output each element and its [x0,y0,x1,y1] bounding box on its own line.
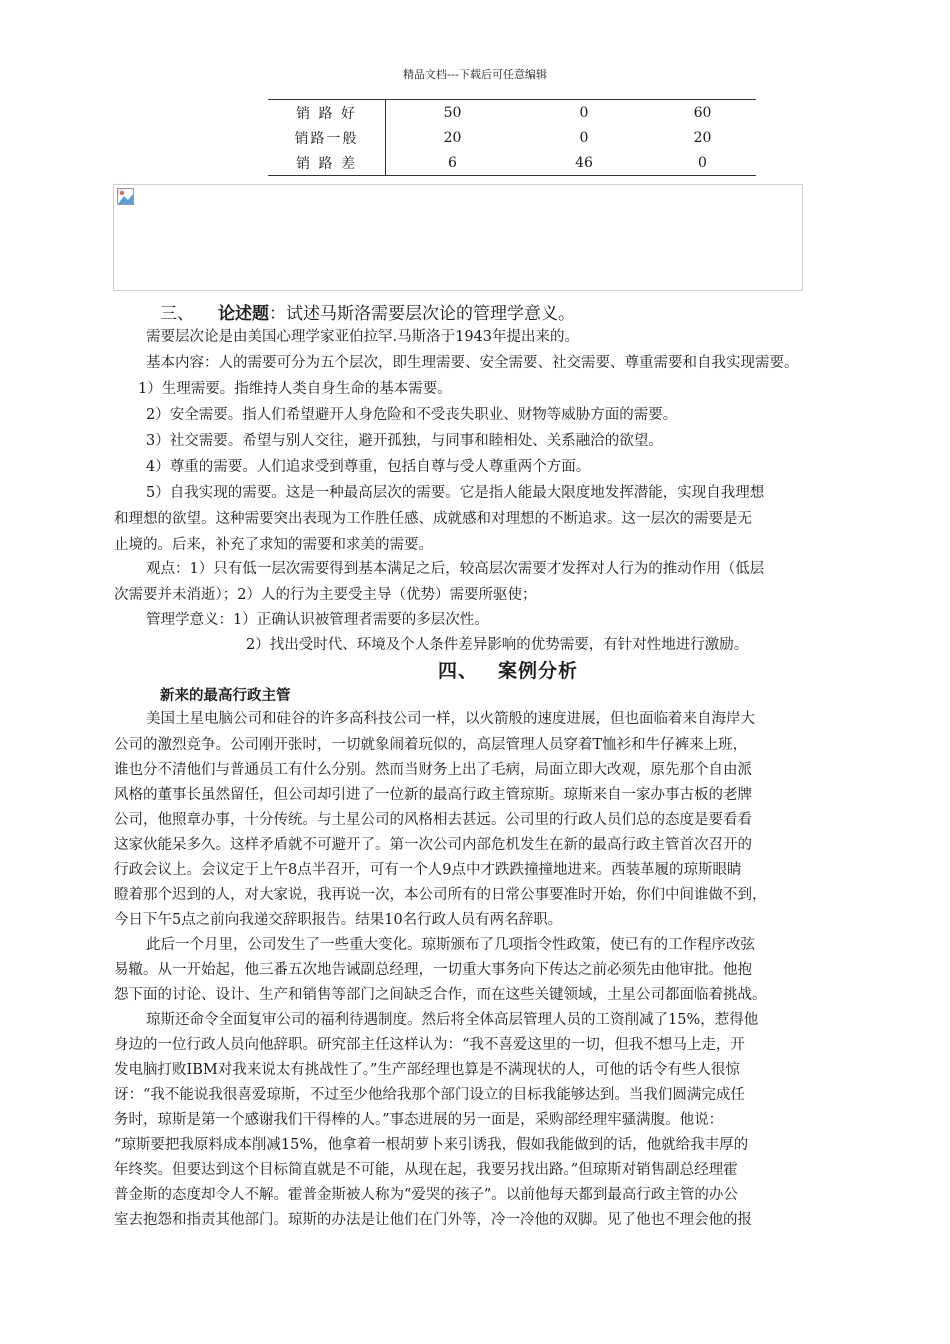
table-row [268,100,756,126]
case-subtitle: 新来的最高行政主管 [160,688,291,704]
paragraph-line: 公司的激烈竞争。公司刚开张时，一切就象闹着玩似的，高层管理人员穿着T恤衫和牛仔裤来上班， [114,737,748,753]
table-cell: 20 [693,129,712,146]
paragraph-line: 美国土星电脑公司和硅谷的许多高科技公司一样，以火箭般的速度进展，但也面临着来自海岸大 [146,711,755,727]
paragraph-line: 这家伙能呆多久。这样矛盾就不可避开了。第一次公司内部危机发生在新的最高行政主管首次召开的 [114,837,752,853]
paragraph-line: 4）尊重的需要。人们追求受到尊重，包括自尊与受人尊重两个方面。 [146,459,591,475]
paragraph-line: 止境的。后来，补充了求知的需要和求美的需要。 [114,537,433,553]
paragraph-line: 室去抱怨和指责其他部门。琼斯的办法是让他们在门外等，冷一冷他的双脚。见了他也不理会他的报 [114,1212,752,1228]
paragraph-line: 风格的董事长虽然留任，但公司却引进了一位新的最高行政主管琼斯。琼斯来自一家办事古板的老牌 [114,787,752,803]
section-heading: 案例分析 [498,660,579,682]
paragraph-line: 观点：1）只有低一层次需要得到基本满足之后，较高层次需要才发挥对人行为的推动作用（低层 [146,561,765,577]
row-label: 销 路 好 [268,100,386,126]
table-cell: 0 [579,129,589,146]
paragraph-line: 需要层次论是由美国心理学家亚伯拉罕.马斯洛于1943年提出来的。 [146,329,580,345]
sales-table [268,99,756,176]
paragraph-line: 怨下面的讨论、设计、生产和销售等部门之间缺乏合作，而在这些关键领域，土星公司都面临着挑战。 [114,987,767,1003]
paragraph-line: 2）找出受时代、环境及个人条件差异影响的优势需要，有针对性地进行激励。 [246,637,749,653]
paragraph-line: 次需要并未消逝）；2）人的行为主要受主导（优势）需要所驱使； [114,587,537,603]
table-cell: 20 [443,129,462,146]
table-row [268,125,756,150]
section-heading-rest: ：试述马斯洛需要层次论的管理学意义。 [269,304,575,324]
table-cell: 6 [386,150,520,176]
paragraph-line: 琼斯还命令全面复审公司的福利待遇制度。然后将全体高层管理人员的工资削减了15%，惹得他 [146,1012,759,1028]
row-label: 销 路 差 [268,150,386,176]
paragraph-line: 发电脑打败IBM对我来说太有挑战性了。”生产部经理也算是不满现状的人，可他的话令有些人很惊 [114,1062,740,1078]
paragraph-line: 行政会议上。会议定于上午8点半召开，可有一个人9点中才跌跌撞撞地进来。西装革履的琼斯眼睛 [114,862,742,878]
paragraph-line: 务时，琼斯是第一个感谢我们干得棒的人。”事态进展的另一面是，采购部经理牢骚满腹。他说： [114,1112,724,1128]
paragraph-line: 年终奖。但要达到这个目标简直就是不可能，从现在起，我要另找出路。”但琼斯对销售副总经理霍 [114,1162,738,1178]
table-cell: 0 [519,100,649,126]
section-number: 三、 [160,304,194,324]
paragraph-line: 身边的一位行政人员向他辞职。研究部主任这样认为：“我不喜爱这里的一切，但我不想马上走，开 [114,1037,745,1053]
table-cell: 60 [649,100,756,126]
paragraph-line: 基本内容：人的需要可分为五个层次，即生理需要、安全需要、社交需要、尊重需要和自我实现需要。 [146,355,799,371]
paragraph-line: 5）自我实现的需要。这是一种最高层次的需要。它是指人能最大限度地发挥潜能，实现自我理想 [146,485,765,501]
paragraph-line: 3）社交需要。希望与别人交往，避开孤独，与同事和睦相处、关系融洽的欲望。 [146,433,663,449]
paragraph-line: 瞪着那个迟到的人，对大家说，我再说一次，本公司所有的日常公事要准时开始，你们中间谁做不到， [114,887,767,903]
paragraph-line: 管理学意义：1）正确认识被管理者需要的多层次性。 [146,612,489,628]
paragraph-line: 讶：“我不能说我很喜爱琼斯，不过至少他给我那个部门设立的目标我能够达到。当我们圆满完成任 [114,1087,745,1103]
image-placeholder [113,184,803,291]
broken-image-icon [117,188,134,205]
section-heading: 论述题 [218,304,269,324]
row-label: 销路一般 [268,125,386,150]
section-4-title [438,656,578,683]
paragraph-line: 1）生理需要。指维持人类自身生命的基本需要。 [138,381,452,397]
section-number: 四、 [438,660,479,682]
table-cell: 46 [519,150,649,176]
table-cell: 50 [386,100,520,126]
paragraph-line: 和理想的欲望。这种需要突出表现为工作胜任感、成就感和对理想的不断追求。这一层次的需要是无 [114,511,752,527]
paragraph-line: 今日下午5点之前向我递交辞职报告。结果10名行政人员有两名辞职。 [114,912,563,928]
paragraph-line: 普金斯的态度却令人不解。霍普金斯被人称为“爱哭的孩子”。以前他每天都到最高行政主管的办公 [114,1187,738,1203]
page-header: 精品文档---下载后可任意编辑 [403,68,547,81]
paragraph-line: 公司，他照章办事，十分传统。与土星公司的风格相去甚远。公司里的行政人员们总的态度是要看看 [114,812,752,828]
table-row [268,150,756,176]
paragraph-line: 2）安全需要。指人们希望避开人身危险和不受丧失职业、财物等威胁方面的需要。 [146,407,678,423]
paragraph-line: “琼斯要把我原料成本削减15%，他拿着一根胡萝卜来引诱我，假如我能做到的话，他就给我丰厚的 [114,1137,749,1153]
table-cell: 0 [649,150,756,176]
paragraph-line: 易辙。从一开始起，他三番五次地告诫副总经理，一切重大事务向下传达之前必须先由他审批。他抱 [114,962,752,978]
paragraph-line: 谁也分不清他们与普通员工有什么分别。然而当财务上出了毛病，局面立即大改观，原先那个自由派 [114,762,752,778]
paragraph-line: 此后一个月里，公司发生了一些重大变化。琼斯颁布了几项指令性政策，使已有的工作程序改弦 [146,937,755,953]
section-3-title [160,299,575,324]
